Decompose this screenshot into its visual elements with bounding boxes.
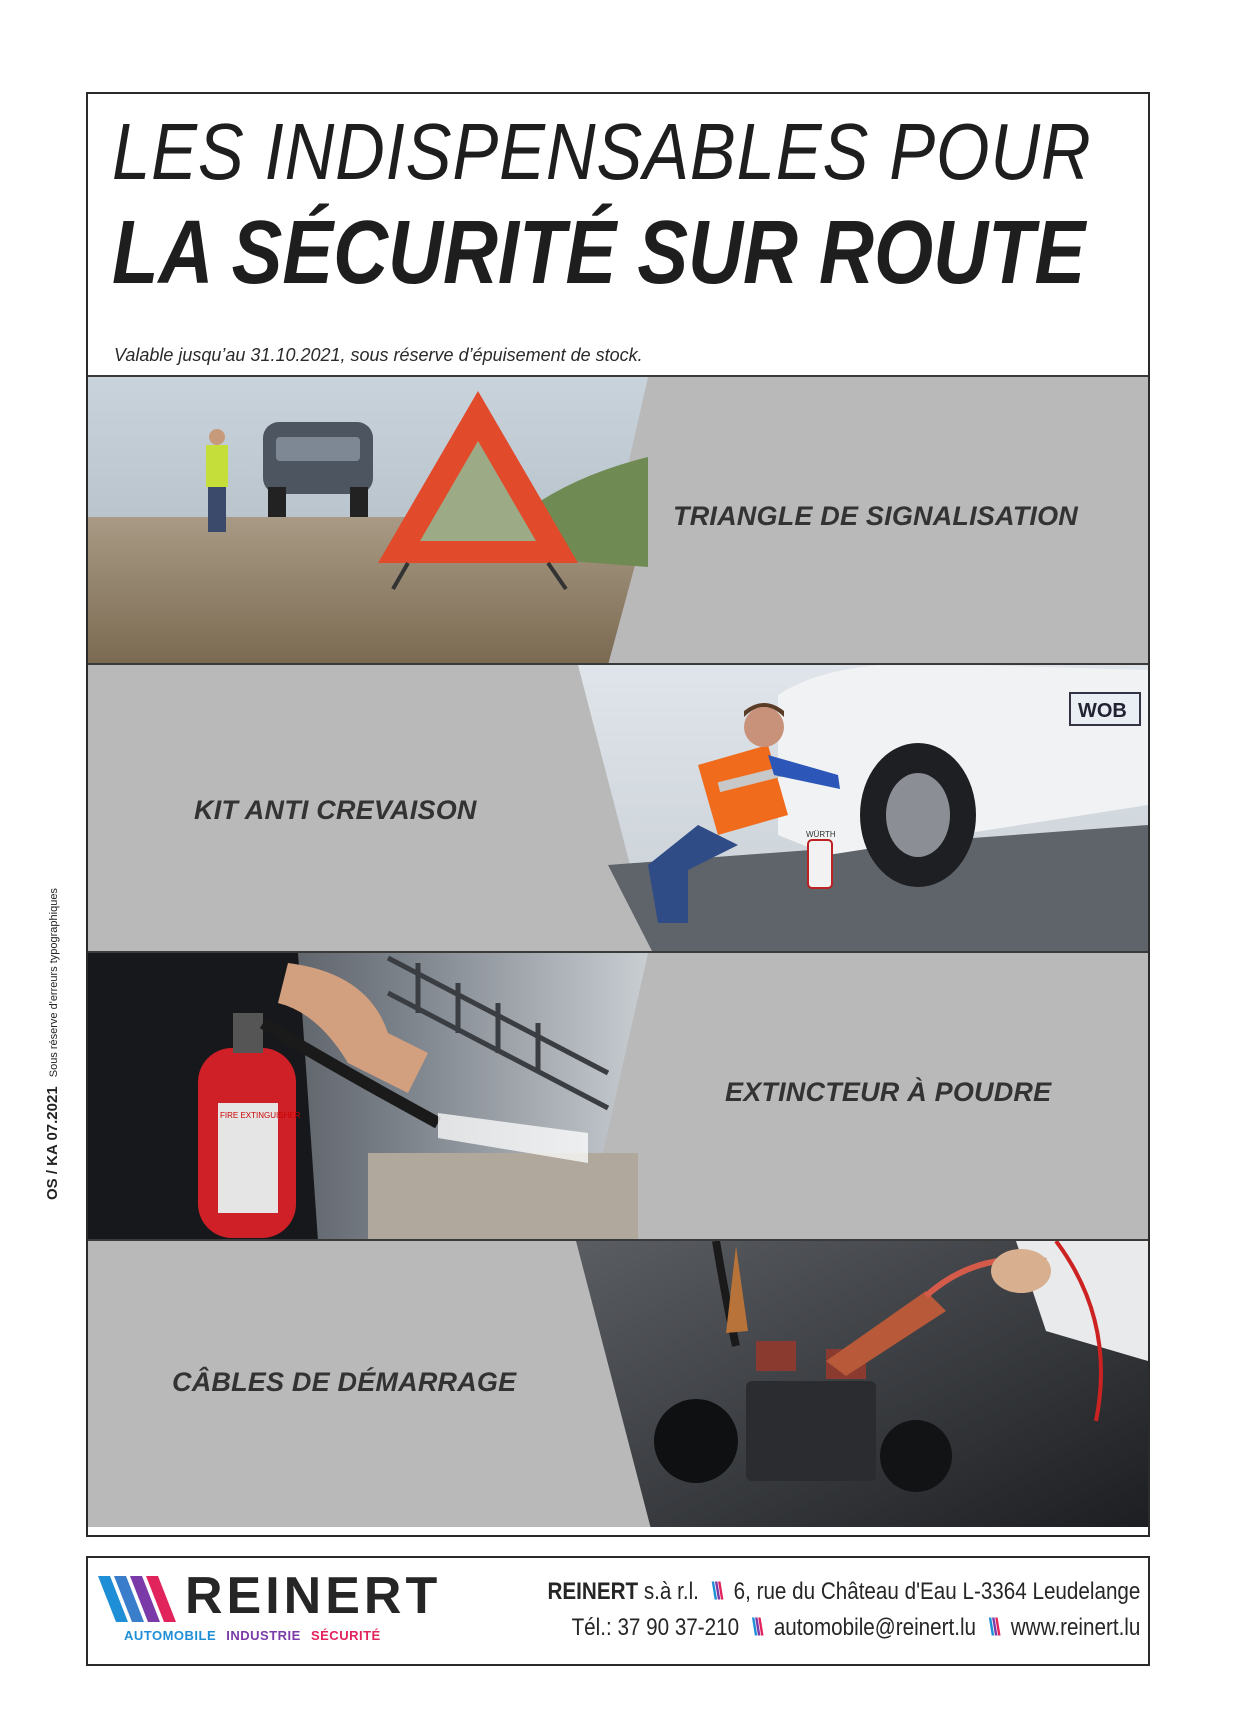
bottle-brand-text: WÜRTH [806,830,836,839]
separator-icon: \\\ [988,1614,998,1641]
product-label-tire-kit: KIT ANTI CREVAISON [194,795,477,825]
separator-icon: \\\ [711,1578,721,1605]
separator-icon: \\\ [751,1614,761,1641]
fire-extinguisher-photo [88,953,648,1239]
title-line-1: LES INDISPENSABLES POUR [112,107,1092,196]
product-row-triangle [88,375,1148,663]
jumper-cables-photo [576,1241,1148,1527]
typo-disclaimer: Sous réserve d'erreurs typographiques [48,888,60,1078]
reinert-logo-slashes [98,1572,188,1626]
product-label-cables: CÂBLES DE DÉMARRAGE [172,1367,517,1397]
product-label-triangle: TRIANGLE DE SIGNALISATION [673,501,1079,531]
footer-address-line [547,1574,1140,1610]
footer-contact [547,1574,1140,1646]
tagline-automobile: AUTOMOBILE [124,1628,217,1643]
extinguisher-label-text: FIRE EXTINGUISHER [220,1111,301,1120]
print-reference [44,888,61,1200]
company-name: REINERT [547,1578,638,1605]
warning-triangle-photo [88,377,648,663]
phone-number: Tél.: 37 90 37-210 [571,1614,739,1641]
license-plate-text: WOB [1078,700,1127,722]
email-link[interactable]: automobile@reinert.lu [773,1614,976,1641]
product-label-extinguisher: EXTINCTEUR À POUDRE [725,1077,1052,1107]
website-link[interactable]: www.reinert.lu [1010,1614,1140,1641]
tagline-securite: SÉCURITÉ [310,1628,381,1643]
company-form: s.à r.l. [643,1578,699,1605]
company-address: 6, rue du Château d'Eau L-3364 Leudelange [733,1578,1140,1605]
title-line-2: LA SÉCURITÉ SUR ROUTE [112,203,1086,303]
product-row-tire-kit [88,663,1148,951]
product-row-cables [88,1239,1148,1527]
product-row-extinguisher [88,951,1148,1239]
reinert-logo-text: REINERT [185,1567,442,1625]
print-code: OS / KA 07.2021 [44,1086,61,1200]
validity-note: Valable jusqu’au 31.10.2021, sous réserve d’épuisement de stock. [114,345,643,365]
logo-tagline [124,1628,387,1643]
tagline-industrie: INDUSTRIE [226,1628,301,1643]
footer-contact-line [547,1610,1140,1646]
tire-repair-photo [578,665,1148,951]
